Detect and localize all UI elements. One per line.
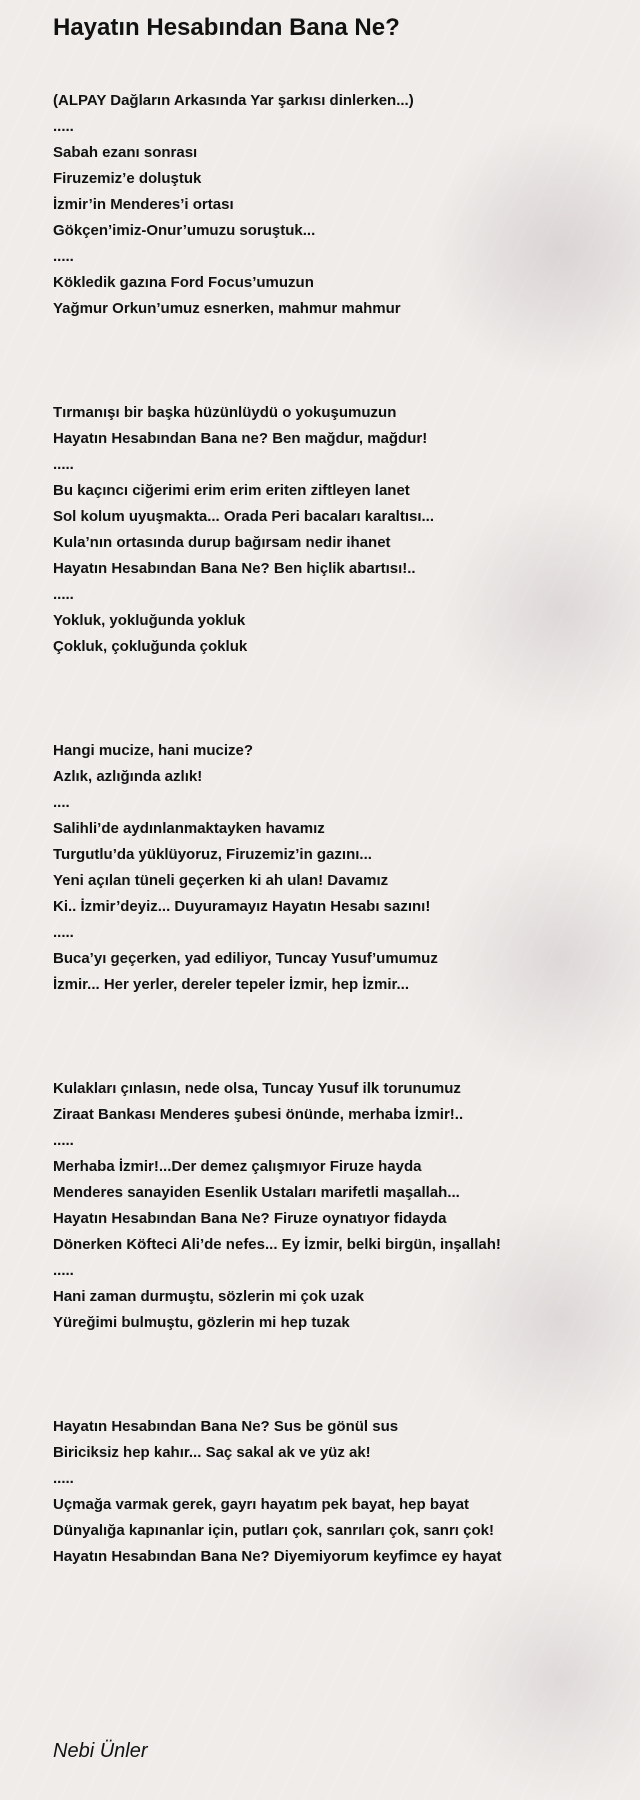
poem-line: ..... bbox=[53, 924, 74, 941]
poem-line: İzmir... Her yerler, dereler tepeler İzmir, hep İzmir... bbox=[53, 976, 410, 993]
poem-line: Yağmur Orkun’umuz esnerken, mahmur mahmur bbox=[53, 300, 401, 317]
poem-line: Azlık, azlığında azlık! bbox=[53, 768, 203, 785]
poem-line: Sol kolum uyuşmakta... Orada Peri bacaları karaltısı... bbox=[53, 508, 434, 525]
poem-line: Dünyalığa kapınanlar için, putları çok, sanrıları çok, sanrı çok! bbox=[53, 1522, 494, 1539]
poem-line: Hangi mucize, hani mucize? bbox=[53, 742, 254, 759]
poem-line: ..... bbox=[53, 1262, 74, 1279]
poem-line: Hayatın Hesabından Bana Ne? Sus be gönül sus bbox=[53, 1418, 399, 1435]
poem-line: Tırmanışı bir başka hüzünlüydü o yokuşumuzun bbox=[53, 404, 397, 421]
poem-line: ..... bbox=[53, 1132, 74, 1149]
poem-line: Sabah ezanı sonrası bbox=[53, 144, 198, 161]
poem-line: Kula’nın ortasında durup bağırsam nedir ihanet bbox=[53, 534, 391, 551]
poem-title: Hayatın Hesabından Bana Ne? bbox=[53, 14, 400, 41]
poem-line: ..... bbox=[53, 456, 74, 473]
poem-stanza bbox=[53, 88, 623, 322]
poem-line: Menderes sanayiden Esenlik Ustaları marifetli maşallah... bbox=[53, 1184, 460, 1201]
poem-body bbox=[53, 88, 623, 1570]
poem-line: Salihli’de aydınlanmaktayken havamız bbox=[53, 820, 325, 837]
poem-stanza bbox=[53, 738, 623, 998]
poem-line: Bu kaçıncı ciğerimi erim erim eriten ziftleyen lanet bbox=[53, 482, 410, 499]
poem-line: .... bbox=[53, 794, 70, 811]
poem-line: Yüreğimi bulmuştu, gözlerin mi hep tuzak bbox=[53, 1314, 350, 1331]
poem-line: Merhaba İzmir!...Der demez çalışmıyor Firuze hayda bbox=[53, 1158, 422, 1175]
poem-author: Nebi Ünler bbox=[53, 1740, 148, 1762]
poem-line: Gökçen’imiz-Onur’umuzu soruştuk... bbox=[53, 222, 316, 239]
poem-line: Kökledik gazına Ford Focus’umuzun bbox=[53, 274, 314, 291]
poem-line: Buca’yı geçerken, yad ediliyor, Tuncay Yusuf’umumuz bbox=[53, 950, 438, 967]
poem-line: İzmir’in Menderes’i ortası bbox=[53, 196, 234, 213]
poem-line: ..... bbox=[53, 118, 74, 135]
poem-line: Ziraat Bankası Menderes şubesi önünde, merhaba İzmir!.. bbox=[53, 1106, 464, 1123]
poem-line: Kulakları çınlasın, nede olsa, Tuncay Yusuf ilk torunumuz bbox=[53, 1080, 461, 1097]
poem-line: Ki.. İzmir’deyiz... Duyuramayız Hayatın Hesabı sazını! bbox=[53, 898, 431, 915]
poem-stanza bbox=[53, 1076, 623, 1336]
poem-line: Biriciksiz hep kahır... Saç sakal ak ve yüz ak! bbox=[53, 1444, 371, 1461]
poem-line: ..... bbox=[53, 1470, 74, 1487]
poem-stanza bbox=[53, 400, 623, 660]
poem-line: Yeni açılan tüneli geçerken ki ah ulan! Davamız bbox=[53, 872, 389, 889]
poem-line: Hani zaman durmuştu, sözlerin mi çok uzak bbox=[53, 1288, 364, 1305]
poem-line: Dönerken Köfteci Ali’de nefes... Ey İzmir, belki birgün, inşallah! bbox=[53, 1236, 501, 1253]
poem-stanza bbox=[53, 1414, 623, 1570]
poem-line: Firuzemiz’e doluştuk bbox=[53, 170, 202, 187]
poem-container bbox=[53, 0, 623, 1648]
poem-line: (ALPAY Dağların Arkasında Yar şarkısı dinlerken...) bbox=[53, 92, 414, 109]
poem-line: Uçmağa varmak gerek, gayrı hayatım pek bayat, hep bayat bbox=[53, 1496, 470, 1513]
poem-line: Hayatın Hesabından Bana Ne? Ben hiçlik abartısı!.. bbox=[53, 560, 416, 577]
poem-line: Hayatın Hesabından Bana Ne? Firuze oynatıyor fidayda bbox=[53, 1210, 447, 1227]
poem-line: Çokluk, çokluğunda çokluk bbox=[53, 638, 248, 655]
poem-line: ..... bbox=[53, 586, 74, 603]
poem-line: ..... bbox=[53, 248, 74, 265]
poem-line: Hayatın Hesabından Bana ne? Ben mağdur, mağdur! bbox=[53, 430, 428, 447]
poem-line: Yokluk, yokluğunda yokluk bbox=[53, 612, 246, 629]
poem-line: Hayatın Hesabından Bana Ne? Diyemiyorum keyfimce ey hayat bbox=[53, 1548, 502, 1565]
poem-line: Turgutlu’da yüklüyoruz, Firuzemiz’in gazını... bbox=[53, 846, 372, 863]
